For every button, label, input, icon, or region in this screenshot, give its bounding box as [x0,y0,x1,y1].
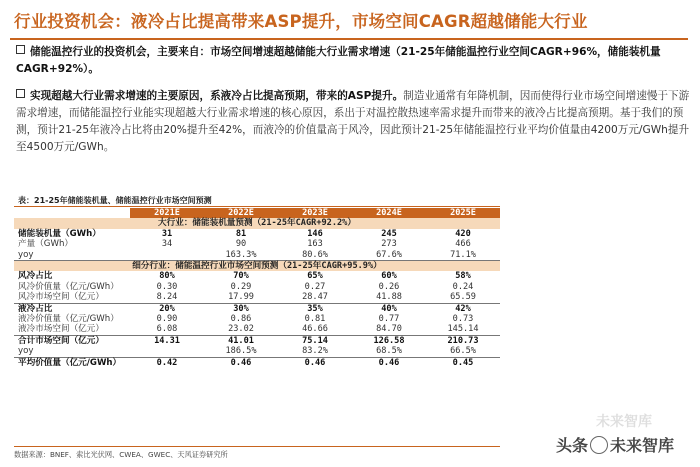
row-value: 0.86 [230,314,252,325]
forecast-table [14,208,500,368]
row-value: 23.02 [204,324,278,335]
table-header-row [14,208,500,218]
row-value: 35% [307,303,323,314]
row-value: 146 [307,228,323,239]
row-label: 液冷价值量（亿元/GWh） [18,314,119,325]
table-row [14,292,500,303]
table-row [14,303,500,314]
table-row [14,335,500,346]
title-divider [10,38,688,40]
row-label: yoy [14,346,130,357]
row-value: 186.5% [204,346,278,357]
row-value: 6.08 [130,324,204,335]
row-value: 163 [307,239,323,250]
row-value: 0.30 [156,281,178,292]
year-header-2022E: 2022E [204,208,278,218]
row-value: 273 [381,239,397,250]
row-value: 75.14 [302,335,328,346]
table-row [14,324,500,335]
row-label: 产量（GWh） [18,239,73,250]
row-value: 0.81 [304,314,326,325]
row-value: 30% [233,303,249,314]
row-value: 8.24 [130,292,204,303]
table-row [14,250,500,261]
row-value [130,346,204,357]
year-header-2021E: 2021E [130,208,204,218]
row-value: 0.24 [452,281,474,292]
row-value: 245 [381,228,397,239]
row-value: 68.5% [352,346,426,357]
bullet-1-bold: 储能温控行业的投资机会，主要来自：市场空间增速超越储能大行业需求增速（21-25年储能温控行业空间CAGR+96%，储能装机量CAGR+92%）。 [16,46,661,75]
row-value: 0.42 [156,357,178,368]
row-value: 65.59 [426,292,500,303]
square-bullet-icon [16,89,25,98]
row-value: 126.58 [373,335,405,346]
row-value: 17.99 [204,292,278,303]
row-value: 71.1% [426,250,500,261]
bullet-2 [16,88,692,156]
section-row [14,218,500,228]
row-value: 0.46 [378,357,400,368]
row-label: 合计市场空间（亿元） [18,335,104,346]
row-value: 163.3% [204,250,278,261]
row-value: 66.5% [426,346,500,357]
bullet-2-text: 制造业通常有年降机制，因而使得行业市场空间增速慢于下游需求增速，而储能温控行业能实现超越大行业需求增速的核心原因，系出于对温控散热速率需求提升而带来的液冷占比提高预期。基于我们的预测，预计21-25年液冷占比将由20%提升至42%，而液冷的价值量高于风冷，因此预计21-25年储能温控行业平均价值量由4200万元/GWh提升至4500万元/GWh。 [16,90,690,153]
row-value: 466 [455,239,471,250]
section-title: 细分行业：储能温控行业市场空间预测（21-25年CAGR+95.9%） [14,261,500,272]
table-row [14,357,500,368]
bullet-2-bold: 实现超越大行业需求增速的主要原因，系液冷占比提高预期，带来的ASP提升。 [30,90,404,102]
row-value: 40% [381,303,397,314]
source-divider [14,446,500,447]
section-title: 大行业：储能装机量预测（21-25年CAGR+92.2%） [14,218,500,228]
row-label: 液冷占比 [18,303,53,314]
row-value: 60% [381,271,397,282]
row-value: 0.29 [230,281,252,292]
page-title: 行业投资机会：液冷占比提高带来ASP提升，市场空间CAGR超越储能大行业 [14,12,588,31]
row-value: 14.31 [154,335,180,346]
row-value: 0.26 [378,281,400,292]
row-value: 0.46 [304,357,326,368]
row-label: 风冷市场空间（亿元） [14,292,130,303]
square-bullet-icon [16,45,25,54]
watermark [556,433,674,456]
bullet-1 [16,44,692,78]
table-row [14,346,500,357]
row-value: 31 [161,228,173,239]
row-value: 0.46 [230,357,252,368]
watermark-faint: 未来智库 [596,414,652,430]
row-value: 42% [455,303,471,314]
row-value: 81 [235,228,247,239]
row-value: 58% [455,271,471,282]
row-value: 90 [235,239,247,250]
row-value: 0.27 [304,281,326,292]
row-value: 0.90 [156,314,178,325]
row-value: 84.70 [352,324,426,335]
row-value: 70% [233,271,249,282]
watermark-left: 头条 [556,436,589,455]
row-value: 0.45 [452,357,474,368]
year-header-2025E: 2025E [426,208,500,218]
row-label: yoy [14,250,130,261]
row-value: 65% [307,271,323,282]
year-header-2023E: 2023E [278,208,352,218]
row-value: 0.73 [452,314,474,325]
row-value: 41.01 [228,335,254,346]
table-row [14,282,500,292]
table-row [14,229,500,239]
row-label: 风冷占比 [18,271,53,282]
row-label: 风冷价值量（亿元/GWh） [18,281,119,292]
row-value: 0.77 [378,314,400,325]
row-value: 80% [159,271,175,282]
row-value: 20% [159,303,175,314]
section-row [14,261,500,272]
table-caption: 表：21-25年储能装机量、储能温控行业市场空间预测 [18,196,212,205]
row-value: 41.88 [352,292,426,303]
year-header-2024E: 2024E [352,208,426,218]
row-value: 67.6% [352,250,426,261]
row-value: 420 [455,228,471,239]
row-value: 145.14 [426,324,500,335]
row-value [130,250,204,261]
row-label: 液冷市场空间（亿元） [14,324,130,335]
row-value: 28.47 [278,292,352,303]
brand-logo-icon [590,436,608,454]
header-blank-cell [14,208,130,218]
row-value: 210.73 [447,335,479,346]
row-value: 46.66 [278,324,352,335]
source-note: 数据来源：BNEF、索比光伏网、CWEA、GWEC、天风证券研究所 [14,450,228,459]
table-row [14,314,500,324]
table-row [14,271,500,281]
row-label: 平均价值量（亿元/GWh） [18,357,122,368]
table-row [14,239,500,249]
row-value: 83.2% [278,346,352,357]
row-label: 储能装机量（GWh） [18,228,101,239]
row-value: 80.6% [278,250,352,261]
watermark-right: 未来智库 [610,436,675,455]
row-value: 34 [161,239,173,250]
